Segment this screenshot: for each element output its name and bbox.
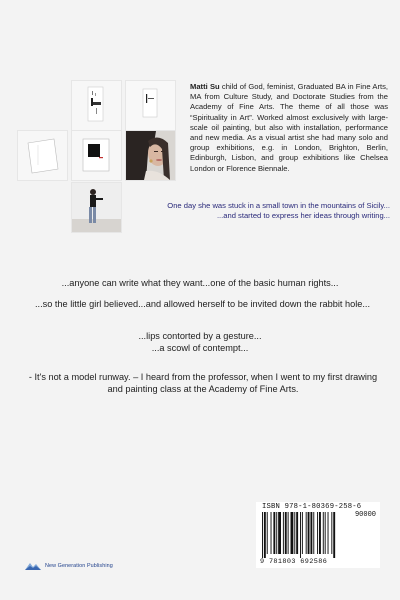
- artwork-photo-1: [72, 81, 121, 130]
- story-teaser: [140, 201, 390, 222]
- publisher-name: New Generation Publishing: [45, 563, 113, 569]
- publisher-icon: [24, 561, 42, 571]
- author-portrait: [126, 131, 175, 180]
- excerpt-3-line-2: ...a scowl of contempt...: [151, 343, 249, 353]
- story-line-1: One day she was stuck in a small town in the mountains of Sicily...: [167, 201, 390, 210]
- artwork-photo-3: [18, 131, 67, 180]
- artwork-photo-4: [72, 131, 121, 180]
- isbn-text: ISBN 978-1-80369-258-6: [262, 503, 362, 511]
- excerpt-2: ...so the little girl believed...and allowed herself to be invited down the rabbit hole...: [34, 299, 371, 309]
- excerpt-3: [0, 330, 400, 354]
- excerpt-4: - It's not a model runway. – I heard from the professor, when I went to my first drawing and painting class at the Academy of Fine Arts.: [28, 372, 378, 394]
- artwork-photo-2: [126, 81, 175, 130]
- publisher-logo: [24, 560, 113, 572]
- artist-standing-photo: [72, 183, 121, 232]
- price-code: 90000: [354, 511, 376, 519]
- author-bio: [190, 82, 388, 174]
- author-name: Matti Su: [190, 82, 220, 91]
- excerpt-3-line-1: ...lips contorted by a gesture...: [138, 331, 262, 341]
- bio-text: child of God, feminist, Graduated BA in Fine Arts, MA from Culture Study, and Doctorate Studies from the Academy of Fine Arts. The theme of all those was “Spirituality in Art”. Worked almost exclusively with large-scale oil painting, but also with installation, performance and new media. As a visual artist she had many solo and group exhibitions, e.g. in London, Brighton, Berlin, Edinburgh, Lisbon, and group exhibitions like Chelsea London or Florence Biennale.: [190, 82, 388, 173]
- isbn-barcode: [256, 502, 380, 568]
- excerpt-1: ...anyone can write what they want...one of the basic human rights...: [61, 278, 339, 288]
- story-line-2: ...and started to express her ideas through writing...: [216, 211, 390, 221]
- barcode-number: 9 781803 692586: [260, 558, 328, 566]
- barcode-bars: [260, 512, 376, 558]
